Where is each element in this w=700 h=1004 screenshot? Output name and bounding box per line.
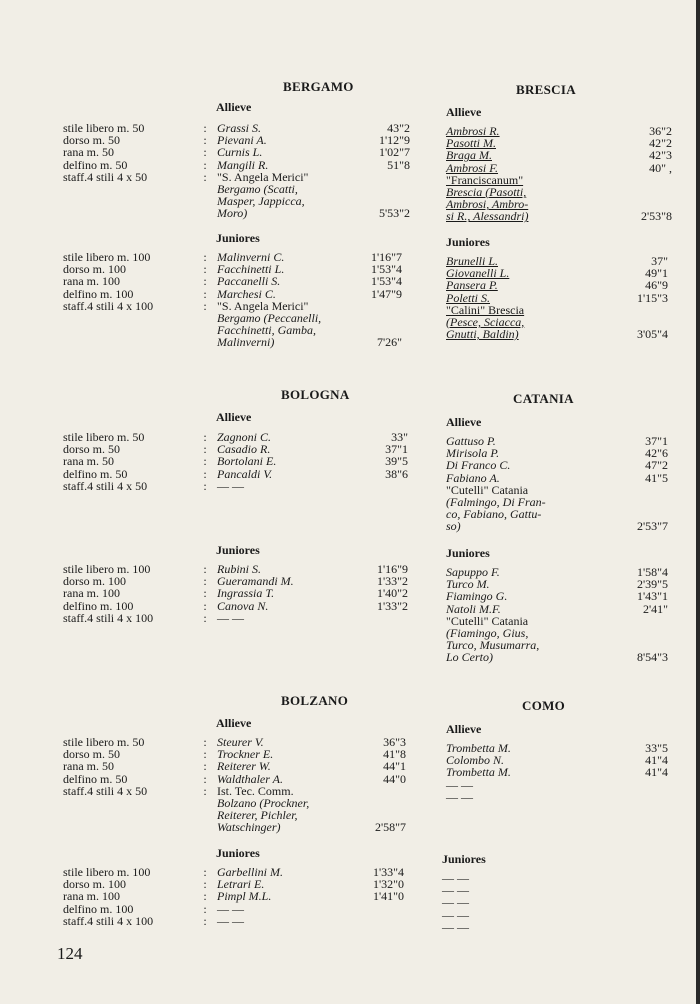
empty-entry: — —: [442, 907, 469, 922]
time-value: 46"9: [645, 278, 668, 293]
category-juniores: Juniores: [216, 543, 260, 557]
event-label: rana m. 50: [63, 759, 114, 774]
athlete-list: [217, 866, 283, 927]
athlete-name: Natoli M.F.: [446, 601, 501, 616]
relay-members: Watschinger): [217, 820, 281, 835]
time-value: 44"0: [383, 771, 406, 786]
category-juniores: Juniores: [442, 852, 486, 866]
city-heading-bolzano: BOLZANO: [281, 693, 349, 708]
time-list: [340, 431, 408, 492]
category-allieve: Allieve: [446, 105, 482, 119]
category-juniores: Juniores: [216, 231, 260, 245]
relay-members: Bolzano (Prockner,: [217, 795, 310, 810]
relay-members: so): [446, 519, 461, 534]
athlete-name: Mangili R.: [217, 157, 269, 172]
relay-members: Moro): [217, 206, 248, 221]
time-value: 36"3: [383, 735, 406, 749]
empty-entry: — —: [217, 901, 244, 916]
athlete-name: Poletti S.: [446, 290, 490, 305]
time-value: 40" ,: [649, 160, 672, 175]
relay-members: Brescia (Pasotti,: [446, 184, 527, 199]
time-value: 8'54"3: [636, 650, 668, 665]
category-allieve: Allieve: [446, 722, 482, 736]
colon-column: : : : : :: [203, 865, 207, 928]
relay-members: Lo Certo): [446, 650, 494, 665]
time-value: 1'15"3: [636, 290, 668, 305]
time-value: 2'53"7: [636, 519, 668, 534]
colon-column: : : : : :: [203, 121, 207, 184]
event-label: stile libero m. 50: [63, 121, 145, 135]
category-juniores: Juniores: [446, 235, 490, 249]
relay-team: "S. Angela Merici": [217, 298, 309, 313]
time-value: 39"5: [385, 454, 408, 469]
event-label: dorso m. 50: [63, 133, 120, 148]
athlete-list: [446, 435, 546, 533]
city-heading-catania: CATANIA: [513, 391, 574, 406]
event-labels: [63, 866, 153, 927]
empty-entry: — —: [217, 913, 244, 928]
empty-entry: — —: [446, 789, 473, 804]
page-edge-shadow: [696, 0, 700, 1004]
athlete-list: [217, 431, 276, 492]
athlete-name: Turco M.: [446, 577, 490, 592]
athlete-name: Bortolani E.: [217, 454, 277, 469]
page-number: 124: [57, 944, 83, 963]
time-value: 2'58"7: [374, 820, 406, 835]
event-label: delfino m. 100: [63, 598, 134, 613]
relay-members: si R., Alessandri): [446, 209, 529, 224]
athlete-name: Fiamingo G.: [446, 589, 508, 604]
event-label: staff.4 stili 4 x 100: [63, 298, 154, 313]
time-value: 1'33"2: [376, 598, 408, 613]
time-value: 2'53"8: [640, 209, 672, 224]
city-heading-brescia: BRESCIA: [516, 82, 576, 97]
athlete-name: Waldthaler A.: [217, 771, 284, 786]
relay-members: Malinverni): [217, 335, 275, 350]
time-value: 1'41"0: [372, 889, 404, 904]
time-list: [590, 125, 672, 223]
relay-team: "S. Angela Merici": [217, 169, 309, 184]
time-value: 1'16"9: [376, 562, 408, 576]
category-allieve: Allieve: [216, 100, 252, 114]
colon-column: : : : : :: [203, 562, 207, 625]
event-label: dorso m. 100: [63, 262, 126, 277]
relay-members: Masper, Jappicca,: [217, 194, 305, 209]
time-list: [330, 251, 402, 349]
athlete-name: Canova N.: [217, 598, 269, 613]
time-list: [340, 736, 406, 834]
athlete-name: Reiterer W.: [217, 759, 271, 774]
event-label: stile libero m. 100: [63, 562, 151, 576]
event-label: staff.4 stili 4 x 50: [63, 478, 148, 493]
time-value: 1'33"2: [376, 574, 408, 589]
athlete-name: Curnis L.: [217, 145, 263, 160]
time-value: 1'53"4: [370, 262, 402, 277]
event-label: delfino m. 50: [63, 771, 128, 786]
time-value: 42"2: [649, 136, 672, 151]
athlete-name: Pansera P.: [446, 278, 498, 293]
time-value: 1'16"7: [370, 250, 402, 264]
athlete-name: Trombetta M.: [446, 765, 511, 780]
athlete-name: Ambrosi R.: [446, 124, 500, 138]
relay-members: co, Fabiano, Gattu-: [446, 507, 542, 522]
athlete-name: Fabiano A.: [446, 470, 500, 485]
time-value: 37": [651, 254, 668, 268]
athlete-list: [446, 125, 528, 223]
time-value: 1'12"9: [378, 133, 410, 148]
time-value: 41"4: [645, 765, 668, 780]
athlete-name: Mirisola P.: [446, 446, 500, 461]
athlete-name: Ambrosi F.: [446, 160, 499, 175]
event-labels: [63, 736, 147, 797]
athlete-name: Marchesi C.: [217, 286, 276, 301]
athlete-name: Pancaldi V.: [217, 466, 273, 481]
time-list: [590, 255, 668, 340]
athlete-name: Pasotti M.: [446, 136, 496, 151]
event-label: stile libero m. 100: [63, 865, 151, 879]
time-value: 1'32"0: [372, 877, 404, 892]
empty-entry: — —: [442, 871, 469, 885]
time-value: 47"2: [645, 458, 668, 473]
relay-members: (Falmingo, Di Fran-: [446, 494, 546, 509]
time-list: [580, 566, 668, 664]
athlete-name: Pievani A.: [217, 133, 267, 148]
event-label: stile libero m. 50: [63, 735, 145, 749]
athlete-list: [446, 742, 511, 803]
city-heading-bergamo: BERGAMO: [283, 79, 354, 94]
athlete-list: [446, 255, 524, 340]
empty-entry: — —: [446, 777, 473, 792]
relay-members: Gnutti, Baldin): [446, 327, 519, 342]
time-value: 1'40"2: [376, 586, 408, 601]
time-value: 1'33"4: [372, 865, 404, 879]
time-value: 41"4: [645, 753, 668, 768]
athlete-name: Zagnoni C.: [217, 430, 272, 444]
relay-members: (Fiamingo, Gius,: [446, 625, 529, 640]
relay-team: "Franciscanum": [446, 172, 524, 187]
time-value: 49"1: [645, 266, 668, 281]
relay-members: Reiterer, Pichler,: [217, 808, 298, 823]
time-value: 37"1: [385, 442, 408, 457]
time-value: 51"8: [387, 157, 410, 172]
time-value: 1'58"4: [636, 565, 668, 579]
athlete-list: [217, 251, 321, 349]
empty-entry: — —: [217, 610, 244, 625]
athlete-name: Colombo N.: [446, 753, 505, 768]
relay-members: Ambrosi, Ambro-: [446, 197, 529, 212]
event-label: staff.4 stili 4 x 50: [63, 783, 148, 798]
athlete-list: [217, 736, 309, 834]
event-label: rana m. 100: [63, 889, 120, 904]
event-labels: [63, 563, 153, 624]
athlete-name: Garbellini M.: [217, 865, 283, 879]
relay-members: Bergamo (Peccanelli,: [217, 310, 322, 325]
time-list: [340, 122, 410, 220]
athlete-name: Gueramandi M.: [217, 574, 294, 589]
event-label: delfino m. 50: [63, 157, 128, 172]
event-labels: [63, 122, 147, 183]
athlete-name: Steurer V.: [217, 735, 264, 749]
time-value: 2'39"5: [636, 577, 668, 592]
relay-members: Bergamo (Scatti,: [217, 181, 298, 196]
time-value: 3'05"4: [636, 327, 668, 342]
city-heading-bologna: BOLOGNA: [281, 387, 350, 402]
athlete-name: Gattuso P.: [446, 434, 496, 448]
relay-team: "Cutelli" Catania: [446, 613, 529, 628]
athlete-name: Casadio R.: [217, 442, 271, 457]
athlete-name: Brunelli L.: [446, 254, 499, 268]
athlete-name: Rubini S.: [217, 562, 261, 576]
event-label: dorso m. 50: [63, 747, 120, 762]
relay-members: Facchinetti, Gamba,: [217, 323, 316, 338]
colon-column: : : : : :: [203, 430, 207, 493]
athlete-list: [442, 872, 469, 933]
relay-members: (Pesce, Sciacca,: [446, 314, 525, 329]
time-value: 33"5: [645, 741, 668, 755]
time-value: 38"6: [385, 466, 408, 481]
event-label: staff.4 stili 4 x 100: [63, 610, 154, 625]
time-list: [590, 435, 668, 533]
time-value: 1'02"7: [378, 145, 410, 160]
time-value: 37"1: [645, 434, 668, 448]
athlete-name: Braga M.: [446, 148, 492, 163]
category-juniores: Juniores: [446, 546, 490, 560]
athlete-name: Trockner E.: [217, 747, 274, 762]
time-value: 2'41": [642, 601, 668, 616]
event-label: stile libero m. 50: [63, 430, 145, 444]
athlete-name: Grassi S.: [217, 121, 262, 135]
time-value: 1'43"1: [636, 589, 668, 604]
event-label: staff.4 stili 4 x 100: [63, 913, 154, 928]
relay-team: "Cutelli" Catania: [446, 482, 529, 497]
event-labels: [63, 251, 153, 312]
colon-column: : : : : :: [203, 735, 207, 798]
athlete-list: [217, 563, 294, 624]
colon-column: : : : : :: [203, 250, 207, 313]
empty-entry: — —: [217, 478, 244, 493]
event-label: dorso m. 50: [63, 442, 120, 457]
time-value: 7'26": [376, 335, 402, 350]
relay-members: Turco, Musumarra,: [446, 638, 540, 653]
athlete-name: Letrari E.: [217, 877, 265, 892]
event-label: rana m. 100: [63, 586, 120, 601]
category-allieve: Allieve: [216, 716, 252, 730]
event-labels: [63, 431, 147, 492]
category-allieve: Allieve: [446, 415, 482, 429]
event-label: delfino m. 50: [63, 466, 128, 481]
event-label: delfino m. 100: [63, 901, 134, 916]
time-value: 42"6: [645, 446, 668, 461]
event-label: rana m. 50: [63, 454, 114, 469]
athlete-name: Ingrassia T.: [217, 586, 275, 601]
relay-team: "Calini" Brescia: [446, 302, 525, 317]
event-label: stile libero m. 100: [63, 250, 151, 264]
time-value: 33": [391, 430, 408, 444]
category-allieve: Allieve: [216, 410, 252, 424]
athlete-name: Facchinetti L.: [217, 262, 285, 277]
event-label: dorso m. 100: [63, 574, 126, 589]
athlete-name: Giovanelli L.: [446, 266, 510, 281]
time-value: 41"8: [383, 747, 406, 762]
athlete-name: Trombetta M.: [446, 741, 511, 755]
relay-team: Ist. Tec. Comm.: [217, 783, 294, 798]
empty-entry: — —: [442, 895, 469, 910]
time-list: [590, 742, 668, 803]
time-value: 1'47"9: [370, 286, 402, 301]
event-label: rana m. 100: [63, 274, 120, 289]
athlete-list: [446, 566, 539, 664]
athlete-list: [217, 122, 308, 220]
event-label: dorso m. 100: [63, 877, 126, 892]
time-list: [330, 866, 404, 927]
time-value: 41"5: [645, 470, 668, 485]
event-label: staff.4 stili 4 x 50: [63, 169, 148, 184]
athlete-name: Sapuppo F.: [446, 565, 500, 579]
time-list: [330, 563, 408, 624]
event-label: rana m. 50: [63, 145, 114, 160]
athlete-name: Malinverni C.: [217, 250, 285, 264]
time-value: 44"1: [383, 759, 406, 774]
empty-entry: — —: [442, 883, 469, 898]
time-value: 43"2: [387, 121, 410, 135]
athlete-name: Pimpl M.L.: [217, 889, 272, 904]
time-value: 1'53"4: [370, 274, 402, 289]
city-heading-como: COMO: [522, 698, 566, 713]
athlete-name: Di Franco C.: [446, 458, 511, 473]
athlete-name: Paccanelli S.: [217, 274, 281, 289]
category-juniores: Juniores: [216, 846, 260, 860]
empty-entry: — —: [442, 919, 469, 934]
time-value: 36"2: [649, 124, 672, 138]
time-value: 42"3: [649, 148, 672, 163]
time-value: 5'53"2: [378, 206, 410, 221]
event-label: delfino m. 100: [63, 286, 134, 301]
